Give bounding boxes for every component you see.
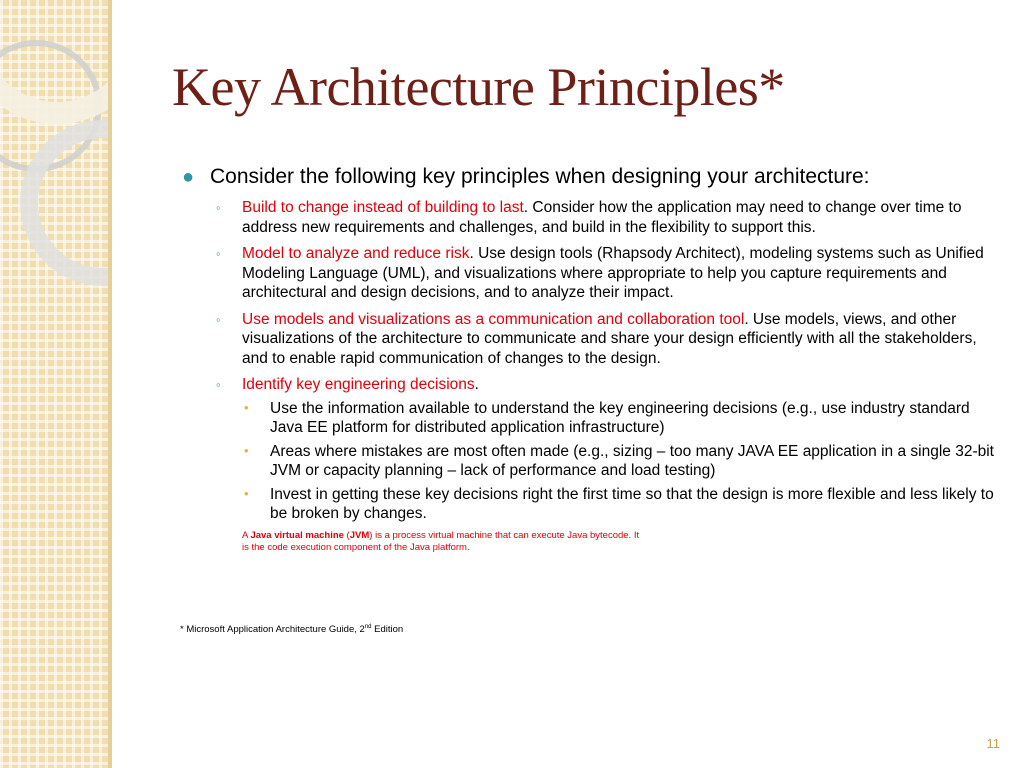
principle-body: . Use models, views, and other visualizations of the architecture to communicate and share your design efficiently with all the stakeholders, and to enable rapid communication of changes to the design. (242, 310, 977, 367)
principle-body: . Consider how the application may need to change over time to address new requirements and challenges, and build in the flexibility to support this. (242, 199, 962, 236)
decorative-ring (0, 0, 112, 124)
note-text: ) is a process virtual machine that can execute Java bytecode. It is the code execution component of the Java platform. (242, 529, 640, 553)
sub-point-text: Areas where mistakes are most often made (e.g., sizing – too many JAVA EE application in a single 32-bit JVM or capacity planning – lack of performance and load testing) (270, 442, 994, 479)
principle-item (216, 375, 1002, 395)
footnote-tail: Edition (371, 624, 404, 636)
footnote-text: * Microsoft Application Architecture Guide, 2 (180, 624, 365, 636)
page-number: 11 (986, 736, 1000, 751)
jvm-note (242, 530, 642, 554)
bullet-ring-icon: ◦ (216, 311, 221, 327)
principle-body: . Use design tools (Rhapsody Architect), modeling systems such as Unified Modeling Language (UML), and visualizations where appropriate to help you capture requirements and architectural and design decisions, and to analyze their impact. (242, 245, 984, 301)
sidebar-edge (108, 0, 112, 768)
principle-lead: Use models and visualizations as a communication and collaboration tool (242, 310, 745, 328)
principle-body: . (474, 376, 479, 393)
principle-item (216, 244, 1002, 303)
footnote (180, 624, 403, 635)
bullet-ring-icon: ◦ (216, 246, 221, 261)
slide-title: Key Architecture Principles* (172, 57, 785, 117)
bullet-dot-icon: ● (182, 166, 195, 188)
principle-item (216, 198, 1002, 237)
bullet-diamond-icon: • (244, 485, 249, 501)
sub-point-text: Invest in getting these key decisions right the first time so that the design is more flexible and less likely to be broken by changes. (270, 485, 994, 522)
slide-body (182, 164, 1002, 554)
note-term: Java virtual machine (250, 529, 344, 541)
note-text: A (242, 529, 251, 541)
decorative-sidebar (0, 0, 112, 768)
bullet-ring-icon: ◦ (216, 377, 221, 392)
note-abbr: JVM (349, 529, 370, 541)
intro-text: Consider the following key principles when designing your architecture: (210, 165, 870, 188)
principle-lead: Identify key engineering decisions (242, 376, 475, 393)
bullet-diamond-icon: • (244, 399, 249, 415)
sub-point (244, 399, 1002, 438)
footnote-sup: nd (364, 624, 372, 630)
intro-bullet (182, 164, 1002, 190)
sub-point (244, 485, 1002, 524)
bullet-diamond-icon: • (244, 442, 249, 458)
bullet-ring-icon: ◦ (216, 200, 221, 215)
principle-lead: Build to change instead of building to last (242, 199, 524, 216)
note-text: ( (343, 529, 350, 541)
sub-point-text: Use the information available to understand the key engineering decisions (e.g., use industry standard Java EE platform for distributed application infrastructure) (270, 399, 970, 436)
principle-item (216, 310, 1002, 369)
sub-point (244, 442, 1002, 481)
principle-lead: Model to analyze and reduce risk (242, 245, 470, 262)
